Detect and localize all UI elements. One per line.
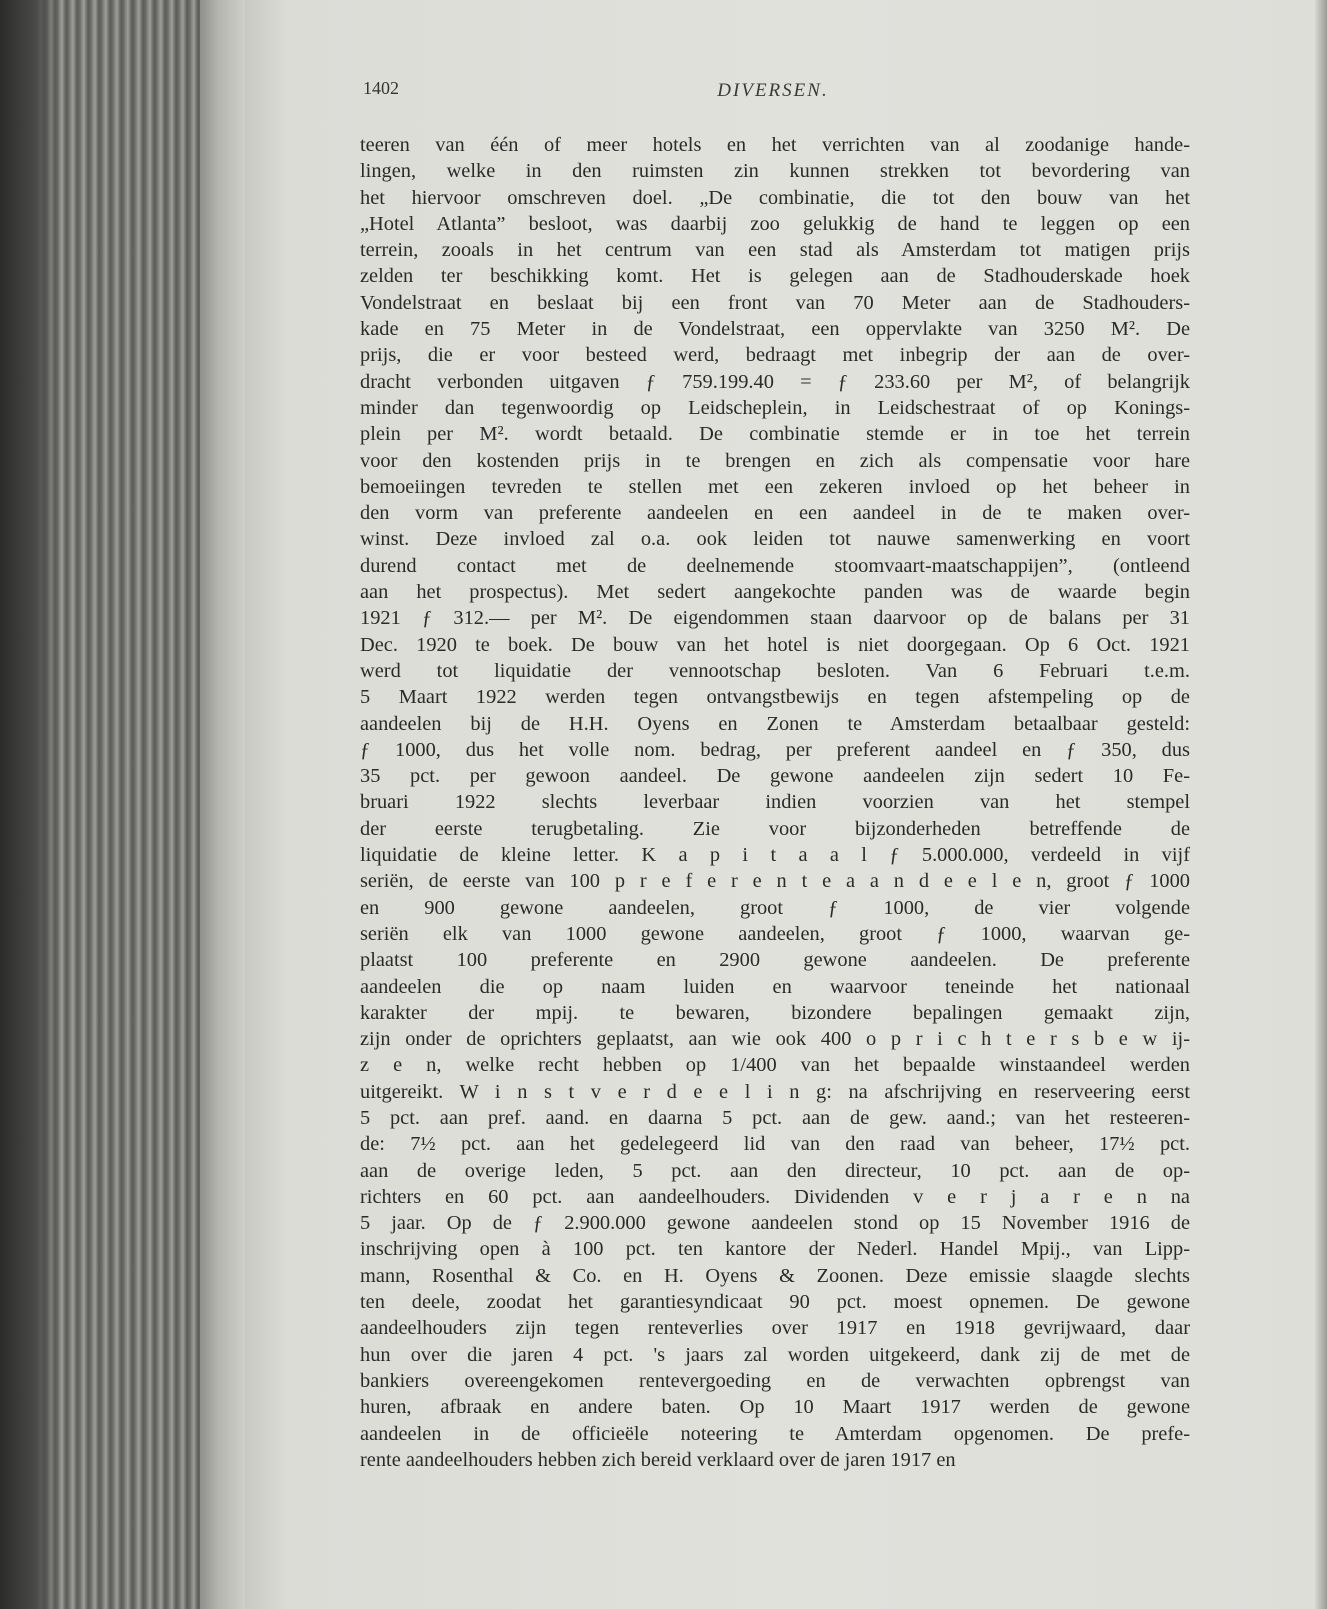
text-line: bankiers overeengekomen rentevergoeding en de verwachten opbrengst van [360, 1369, 1190, 1392]
text-line: ten deele, zoodat het garantiesyndicaat 90 pct. moest opnemen. De gewone [360, 1291, 1190, 1314]
page-right-edge [1315, 0, 1327, 1609]
text-line: richters en 60 pct. aan aandeelhouders. Dividenden v e r j a r e n na [360, 1185, 1190, 1208]
text-line: plein per M². wordt betaald. De combinatie stemde er in toe het terrein [360, 423, 1190, 446]
text-line: Vondelstraat en beslaat bij een front van 70 Meter aan de Stadhouders- [360, 291, 1190, 314]
text-line: aan de overige leden, 5 pct. aan den directeur, 10 pct. aan de op- [360, 1159, 1190, 1182]
text-line: 1921 ƒ 312.— per M². De eigendommen staan daarvoor op de balans per 31 [360, 607, 1190, 630]
spine-shadow [0, 0, 60, 1609]
text-line: z e n, welke recht hebben op 1/400 van het bepaalde winstaandeel werden [360, 1054, 1190, 1077]
text-line: rente aandeelhouders hebben zich bereid verklaard over de jaren 1917 en [360, 1448, 956, 1471]
text-line: karakter der mpij. te bewaren, bizondere bepalingen gemaakt zijn, [360, 1001, 1190, 1024]
text-line: der eerste terugbetaling. Zie voor bijzonderheden betreffende de [360, 817, 1190, 840]
text-line: werd tot liquidatie der vennootschap besloten. Van 6 Februari t.e.m. [360, 659, 1190, 682]
text-line: bruari 1922 slechts leverbaar indien voorzien van het stempel [360, 791, 1190, 814]
text-line: seriën, de eerste van 100 p r e f e r e n t e a a n d e e l e n, groot ƒ 1000 [360, 870, 1190, 893]
text-line: teeren van één of meer hotels en het verrichten van al zoodanige hande- [360, 134, 1190, 156]
text-line: terrein, zooals in het centrum van een stad als Amsterdam tot matigen prijs [360, 239, 1190, 262]
text-line: aandeelhouders zijn tegen renteverlies over 1917 en 1918 gevrijwaard, daar [360, 1317, 1190, 1340]
text-line: 5 jaar. Op de ƒ 2.900.000 gewone aandeelen stond op 15 November 1916 de [360, 1212, 1190, 1235]
text-line: zelden ter beschikking komt. Het is gelegen aan de Stadhouderskade hoek [360, 265, 1190, 288]
text-line: seriën elk van 1000 gewone aandeelen, groot ƒ 1000, waarvan ge- [360, 922, 1190, 945]
page-header [363, 74, 1183, 108]
text-line: 5 pct. aan pref. aand. en daarna 5 pct. aan de gew. aand.; van het resteeren- [360, 1106, 1190, 1129]
text-line: voor den kostenden prijs in te brengen en zich als compensatie voor hare [360, 449, 1190, 472]
text-line: ƒ 1000, dus het volle nom. bedrag, per preferent aandeel en ƒ 350, dus [360, 738, 1190, 761]
text-line: 35 pct. per gewoon aandeel. De gewone aandeelen zijn sedert 10 Fe- [360, 765, 1190, 788]
text-line: aandeelen die op naam luiden en waarvoor teneinde het nationaal [360, 975, 1190, 998]
text-line: uitgereikt. W i n s t v e r d e e l i n g: na afschrijving en reserveering eerst [360, 1080, 1190, 1103]
text-line: en 900 gewone aandeelen, groot ƒ 1000, de vier volgende [360, 896, 1190, 919]
text-line: mann, Rosenthal & Co. en H. Oyens & Zoonen. Deze emissie slaagde slechts [360, 1264, 1190, 1287]
text-line: durend contact met de deelnemende stoomvaart-maatschappijen”, (ontleend [360, 554, 1190, 577]
text-line: de: 7½ pct. aan het gedelegeerd lid van den raad van beheer, 17½ pct. [360, 1133, 1190, 1156]
text-line: Dec. 1920 te boek. De bouw van het hotel is niet doorgegaan. Op 6 Oct. 1921 [360, 633, 1190, 656]
text-line: den vorm van preferente aandeelen en een aandeel in de te maken over- [360, 502, 1190, 525]
text-line: hun over die jaren 4 pct. 's jaars zal worden uitgekeerd, dank zij de met de [360, 1343, 1190, 1366]
text-line: kade en 75 Meter in de Vondelstraat, een oppervlakte van 3250 M². De [360, 318, 1190, 341]
text-line: huren, afbraak en andere baten. Op 10 Maart 1917 werden de gewone [360, 1396, 1190, 1419]
text-line: aandeelen in de officieële noteering te Amterdam opgenomen. De prefe- [360, 1422, 1190, 1445]
text-line: aandeelen bij de H.H. Oyens en Zonen te Amsterdam betaalbaar gesteld: [360, 712, 1190, 735]
text-line: aan het prospectus). Met sedert aangekochte panden was de waarde begin [360, 581, 1190, 604]
text-line: zijn onder de oprichters geplaatst, aan wie ook 400 o p r i c h t e r s b e w ij- [360, 1028, 1190, 1051]
text-line: het hiervoor omschreven doel. „De combinatie, die tot den bouw van het [360, 186, 1190, 209]
text-line: bemoeiingen tevreden te stellen met een zekeren invloed op het beheer in [360, 475, 1190, 498]
page-gutter [200, 0, 245, 1609]
text-line: plaatst 100 preferente en 2900 gewone aandeelen. De preferente [360, 949, 1190, 972]
text-line: liquidatie de kleine letter. K a p i t a a l ƒ 5.000.000, verdeeld in vijf [360, 844, 1190, 867]
page-number: 1402 [363, 78, 399, 98]
text-line: winst. Deze invloed zal o.a. ook leiden tot nauwe samenwerking en voort [360, 528, 1190, 551]
running-title: DIVERSEN. [717, 80, 829, 101]
text-line: inschrijving open à 100 pct. ten kantore der Nederl. Handel Mpij., van Lipp- [360, 1238, 1190, 1261]
text-line: 5 Maart 1922 werden tegen ontvangstbewijs en tegen afstempeling op de [360, 686, 1190, 709]
text-line: prijs, die er voor besteed werd, bedraagt met inbegrip der aan de over- [360, 344, 1190, 367]
text-line: „Hotel Atlanta” besloot, was daarbij zoo gelukkig de hand te leggen op een [360, 212, 1190, 235]
text-line: dracht verbonden uitgaven ƒ 759.199.40 = ƒ 233.60 per M², of belangrijk [360, 370, 1190, 393]
text-line: minder dan tegenwoordig op Leidscheplein, in Leidschestraat of op Konings- [360, 396, 1190, 419]
text-line: lingen, welke in den ruimsten zin kunnen strekken tot bevordering van [360, 160, 1190, 183]
body-text [360, 132, 1190, 1473]
